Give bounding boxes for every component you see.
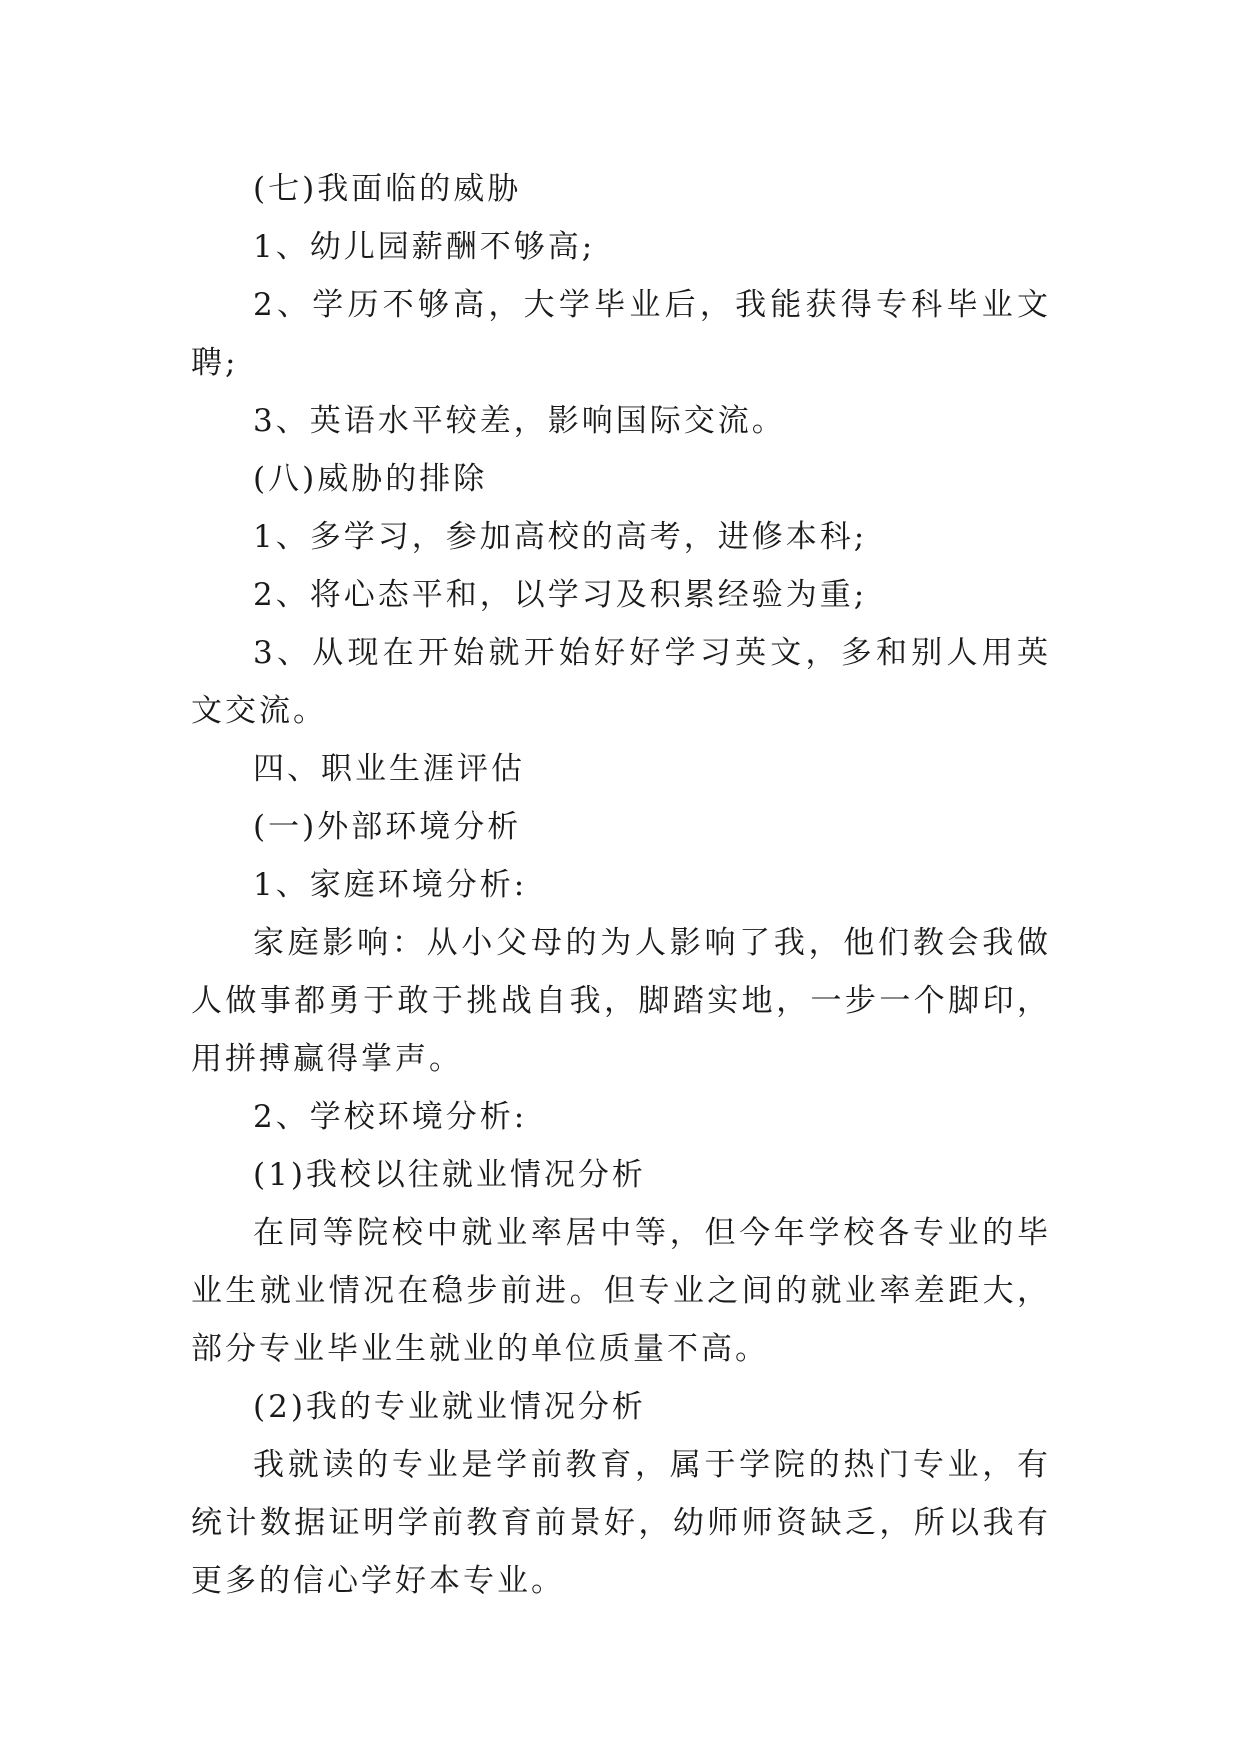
paragraph-family-influence: 家庭影响：从小父母的为人影响了我，他们教会我做人做事都勇于敢于挑战自我，脚踏实地，一步一个脚印，用拼搏赢得掌声。 (191, 925, 1051, 1077)
paragraph-threat-1: 1、幼儿园薪酬不够高; (253, 229, 596, 265)
paragraph-school-employment: 在同等院校中就业率居中等，但今年学校各专业的毕业生就业情况在稳步前进。但专业之间的就业率差距大，部分专业毕业生就业的单位质量不高。 (191, 1215, 1051, 1367)
item-heading-major-employment: (2)我的专业就业情况分析 (253, 1389, 646, 1425)
paragraph-threat-removal-heading: (八)威胁的排除 (253, 461, 488, 497)
paragraph-removal-3: 3、从现在开始就开始好好学习英文，多和别人用英文交流。 (191, 635, 1051, 729)
paragraph-threats-heading: (七)我面临的威胁 (253, 171, 522, 207)
paragraph-threat-2: 2、学历不够高，大学毕业后，我能获得专科毕业文聘; (191, 287, 1051, 381)
item-heading-school-environment: 2、学校环境分析: (253, 1099, 528, 1135)
paragraph-threat-3: 3、英语水平较差，影响国际交流。 (253, 403, 786, 439)
paragraph-major-employment: 我就读的专业是学前教育，属于学院的热门专业，有统计数据证明学前教育前景好，幼师师资缺乏，所以我有更多的信心学好本专业。 (191, 1447, 1051, 1599)
paragraph-removal-1: 1、多学习，参加高校的高考，进修本科; (253, 519, 868, 555)
item-heading-school-employment: (1)我校以往就业情况分析 (253, 1157, 646, 1193)
item-heading-family-environment: 1、家庭环境分析: (253, 867, 528, 903)
subsection-heading-external-environment: (一)外部环境分析 (253, 809, 522, 845)
paragraph-removal-2: 2、将心态平和，以学习及积累经验为重; (253, 577, 868, 613)
document-body (191, 160, 1051, 1610)
section-heading-career-evaluation: 四、职业生涯评估 (253, 751, 525, 787)
